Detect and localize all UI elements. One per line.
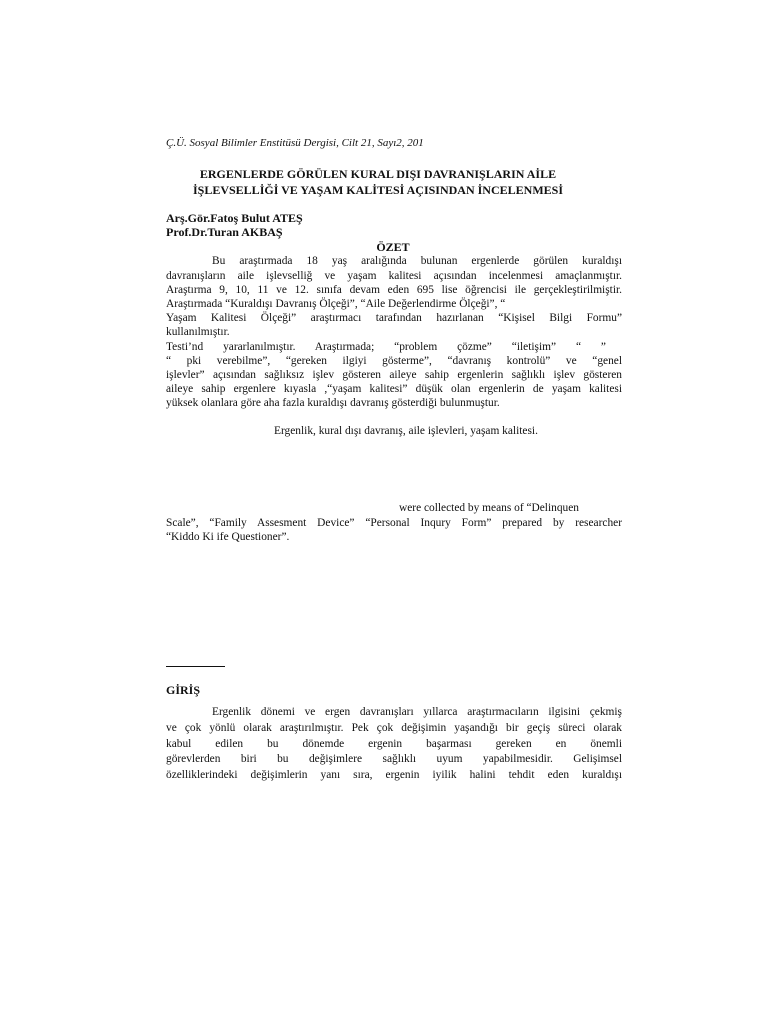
abstract-line: Bu araştırmada 18 yaş aralığında bulunan ergenlerde görülen kuraldışı [212, 255, 622, 267]
abstract-line: “ pki verebilme”, “gereken ilgiyi gösterme”, “davranış kontrolü” ve “genel [166, 355, 622, 367]
english-abstract-line: Scale”, “Family Assesment Device” “Personal Inqury Form” prepared by researcher [166, 517, 622, 529]
abstract-line: işlevler” açısından sağlıksız işlev gösteren aileye sahip ergenlerin sağlıklı işlev gösteren [166, 369, 622, 381]
journal-header: Ç.Ü. Sosyal Bilimler Enstitüsü Dergisi, Cilt 21, Sayı2, 201 [166, 137, 424, 149]
abstract-line: davranışların aile işlevselliğ ve yaşam kalitesi açısından incelenmesi amaçlanmıştır. [166, 270, 622, 282]
giris-line: Ergenlik dönemi ve ergen davranışları yıllarca araştırmacıların ilgisini çekmiş [212, 706, 622, 718]
author-2: Prof.Dr.Turan AKBAŞ [166, 225, 283, 239]
abstract-line: yüksek olanlara göre aha fazla kuraldışı davranış gösterdiği bulunmuştur. [166, 397, 500, 409]
giris-line: özelliklerindeki değişimlerin yanı sıra, ergenin iyilik halini tehdit eden kuraldışı [166, 769, 622, 781]
article-title-line-2: İŞLEVSELLİĞİ VE YAŞAM KALİTESİ AÇISINDAN İNCELENMESİ [192, 183, 563, 197]
giris-line: görevlerden biri bu değişimlere sağlıklı uyum yapabilmesidir. Gelişimsel [166, 753, 622, 765]
footnote-separator [166, 666, 225, 667]
giris-line: kabul edilen bu dönemde ergenin başarması gereken en önemli [166, 738, 622, 750]
abstract-line: Yaşam Kalitesi Ölçeği” araştırmacı tarafından hazırlanan “Kişisel Bilgi Formu” [166, 312, 622, 324]
section-heading-giris: GİRİŞ [166, 683, 201, 697]
english-abstract-line: “Kiddo Ki ife Questioner”. [166, 531, 290, 543]
article-title-line-1: ERGENLERDE GÖRÜLEN KURAL DIŞI DAVRANIŞLARIN AİLE [199, 167, 557, 181]
abstract-line: aileye sahip ergenlere kıyasla ,“yaşam kalitesi” düşük olan ergenlerin de yaşam kalitesi [166, 383, 622, 395]
abstract-heading: ÖZET [376, 240, 410, 254]
english-abstract-line: were collected by means of “Delinquen [399, 502, 579, 514]
author-1: Arş.Gör.Fatoş Bulut ATEŞ [166, 211, 303, 225]
abstract-line: Araştırmada “Kuraldışı Davranış Ölçeği”, “Aile Değerlendirme Ölçeği”, “ [166, 298, 506, 310]
abstract-line: Testi’nd yararlanılmıştır. Araştırmada; “problem çözme” “iletişim” “ ” [166, 341, 606, 353]
keywords: Ergenlik, kural dışı davranış, aile işlevleri, yaşam kalitesi. [274, 425, 538, 437]
abstract-line: kullanılmıştır. [166, 326, 230, 338]
abstract-line: Araştırma 9, 10, 11 ve 12. sınıfa devam eden 695 lise öğrencisi ile gerçekleştirilmiştir. [166, 284, 622, 296]
giris-line: ve çok yönlü olarak araştırılmıştır. Pek çok değişimin yaşandığı bir geçiş süreci olarak [166, 722, 622, 734]
